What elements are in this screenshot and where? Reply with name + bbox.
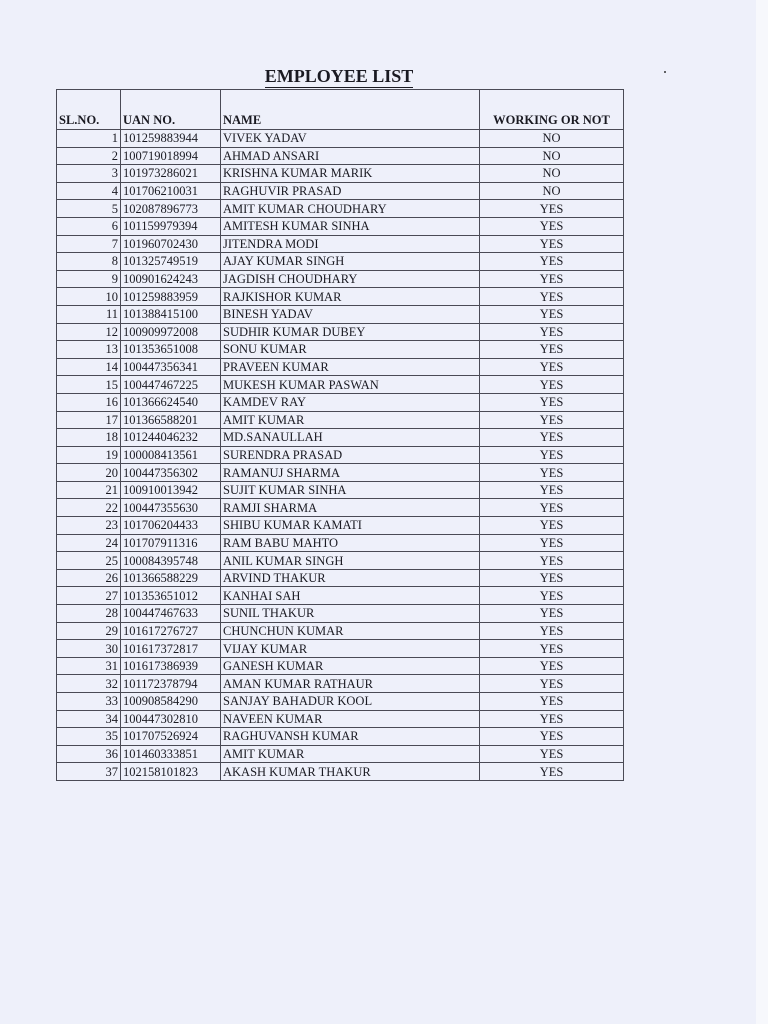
table-row — [57, 182, 624, 200]
name-cell: RAMJI SHARMA — [221, 499, 480, 517]
name-cell: AMITESH KUMAR SINHA — [221, 217, 480, 235]
status-cell: YES — [480, 341, 624, 359]
header-name: NAME — [221, 90, 480, 130]
uan-cell: 101259883944 — [121, 130, 221, 148]
sl-cell: 34 — [57, 710, 121, 728]
sl-cell: 26 — [57, 569, 121, 587]
status-cell: YES — [480, 763, 624, 781]
uan-cell: 101617276727 — [121, 622, 221, 640]
table-body — [57, 130, 624, 781]
uan-cell: 101172378794 — [121, 675, 221, 693]
sl-cell: 4 — [57, 182, 121, 200]
status-cell: YES — [480, 376, 624, 394]
name-cell: AJAY KUMAR SINGH — [221, 253, 480, 271]
uan-cell: 101707526924 — [121, 728, 221, 746]
sl-cell: 5 — [57, 200, 121, 218]
sl-cell: 10 — [57, 288, 121, 306]
table-row — [57, 411, 624, 429]
uan-cell: 102087896773 — [121, 200, 221, 218]
table-row — [57, 341, 624, 359]
table-row — [57, 569, 624, 587]
name-cell: AKASH KUMAR THAKUR — [221, 763, 480, 781]
name-cell: KRISHNA KUMAR MARIK — [221, 165, 480, 183]
table-row — [57, 587, 624, 605]
sl-cell: 3 — [57, 165, 121, 183]
name-cell: SANJAY BAHADUR KOOL — [221, 693, 480, 711]
uan-cell: 101353651008 — [121, 341, 221, 359]
table-row — [57, 640, 624, 658]
name-cell: JAGDISH CHOUDHARY — [221, 270, 480, 288]
name-cell: SURENDRA PRASAD — [221, 446, 480, 464]
document-title-text: EMPLOYEE LIST — [264, 66, 414, 86]
sl-cell: 7 — [57, 235, 121, 253]
name-cell: RAJKISHOR KUMAR — [221, 288, 480, 306]
status-cell: NO — [480, 147, 624, 165]
table-row — [57, 675, 624, 693]
table-row — [57, 253, 624, 271]
name-cell: VIVEK YADAV — [221, 130, 480, 148]
status-cell: YES — [480, 358, 624, 376]
sl-cell: 31 — [57, 657, 121, 675]
name-cell: AMIT KUMAR — [221, 411, 480, 429]
table-row — [57, 358, 624, 376]
table-row — [57, 217, 624, 235]
uan-cell: 101617386939 — [121, 657, 221, 675]
status-cell: YES — [480, 710, 624, 728]
uan-cell: 101388415100 — [121, 305, 221, 323]
status-cell: YES — [480, 393, 624, 411]
uan-cell: 101259883959 — [121, 288, 221, 306]
sl-cell: 27 — [57, 587, 121, 605]
header-uan-no: UAN NO. — [121, 90, 221, 130]
name-cell: RAM BABU MAHTO — [221, 534, 480, 552]
sl-cell: 9 — [57, 270, 121, 288]
document-title — [253, 66, 425, 87]
sl-cell: 6 — [57, 217, 121, 235]
name-cell: PRAVEEN KUMAR — [221, 358, 480, 376]
status-cell: YES — [480, 411, 624, 429]
table-row — [57, 605, 624, 623]
table-row — [57, 693, 624, 711]
status-cell: YES — [480, 640, 624, 658]
uan-cell: 100719018994 — [121, 147, 221, 165]
sl-cell: 17 — [57, 411, 121, 429]
name-cell: RAMANUJ SHARMA — [221, 464, 480, 482]
status-cell: NO — [480, 182, 624, 200]
uan-cell: 100910013942 — [121, 481, 221, 499]
uan-cell: 101707911316 — [121, 534, 221, 552]
sl-cell: 12 — [57, 323, 121, 341]
status-cell: YES — [480, 464, 624, 482]
status-cell: YES — [480, 288, 624, 306]
name-cell: AMIT KUMAR — [221, 745, 480, 763]
name-cell: JITENDRA MODI — [221, 235, 480, 253]
table-row — [57, 147, 624, 165]
name-cell: KANHAI SAH — [221, 587, 480, 605]
uan-cell: 101960702430 — [121, 235, 221, 253]
uan-cell: 101617372817 — [121, 640, 221, 658]
table-row — [57, 464, 624, 482]
uan-cell: 100447356341 — [121, 358, 221, 376]
name-cell: RAGHUVANSH KUMAR — [221, 728, 480, 746]
table-row — [57, 481, 624, 499]
sl-cell: 19 — [57, 446, 121, 464]
sl-cell: 2 — [57, 147, 121, 165]
status-cell: YES — [480, 675, 624, 693]
table-header-row — [57, 90, 624, 130]
name-cell: ARVIND THAKUR — [221, 569, 480, 587]
table-row — [57, 534, 624, 552]
status-cell: YES — [480, 517, 624, 535]
table-row — [57, 657, 624, 675]
name-cell: MUKESH KUMAR PASWAN — [221, 376, 480, 394]
sl-cell: 21 — [57, 481, 121, 499]
sl-cell: 24 — [57, 534, 121, 552]
table-row — [57, 552, 624, 570]
uan-cell: 100908584290 — [121, 693, 221, 711]
sl-cell: 25 — [57, 552, 121, 570]
name-cell: BINESH YADAV — [221, 305, 480, 323]
sl-cell: 28 — [57, 605, 121, 623]
name-cell: AMAN KUMAR RATHAUR — [221, 675, 480, 693]
status-cell: YES — [480, 569, 624, 587]
sl-cell: 11 — [57, 305, 121, 323]
status-cell: NO — [480, 130, 624, 148]
table-row — [57, 745, 624, 763]
name-cell: AMIT KUMAR CHOUDHARY — [221, 200, 480, 218]
uan-cell: 101460333851 — [121, 745, 221, 763]
name-cell: SUNIL THAKUR — [221, 605, 480, 623]
status-cell: YES — [480, 657, 624, 675]
uan-cell: 101366588229 — [121, 569, 221, 587]
name-cell: SUJIT KUMAR SINHA — [221, 481, 480, 499]
status-cell: YES — [480, 622, 624, 640]
uan-cell: 101353651012 — [121, 587, 221, 605]
sl-cell: 1 — [57, 130, 121, 148]
uan-cell: 100084395748 — [121, 552, 221, 570]
sl-cell: 20 — [57, 464, 121, 482]
header-sl-no: SL.NO. — [57, 90, 121, 130]
table-row — [57, 429, 624, 447]
sl-cell: 8 — [57, 253, 121, 271]
sl-cell: 14 — [57, 358, 121, 376]
table-row — [57, 235, 624, 253]
table-row — [57, 710, 624, 728]
name-cell: ANIL KUMAR SINGH — [221, 552, 480, 570]
sl-cell: 23 — [57, 517, 121, 535]
table-row — [57, 622, 624, 640]
status-cell: YES — [480, 429, 624, 447]
uan-cell: 101159979394 — [121, 217, 221, 235]
status-cell: YES — [480, 217, 624, 235]
table-row — [57, 288, 624, 306]
uan-cell: 100447356302 — [121, 464, 221, 482]
name-cell: SHIBU KUMAR KAMATI — [221, 517, 480, 535]
status-cell: YES — [480, 481, 624, 499]
uan-cell: 101366624540 — [121, 393, 221, 411]
name-cell: CHUNCHUN KUMAR — [221, 622, 480, 640]
uan-cell: 101973286021 — [121, 165, 221, 183]
status-cell: YES — [480, 534, 624, 552]
name-cell: SUDHIR KUMAR DUBEY — [221, 323, 480, 341]
table-row — [57, 728, 624, 746]
table-row — [57, 270, 624, 288]
status-cell: YES — [480, 270, 624, 288]
status-cell: YES — [480, 446, 624, 464]
sl-cell: 16 — [57, 393, 121, 411]
page-edge — [756, 0, 768, 1024]
sl-cell: 13 — [57, 341, 121, 359]
name-cell: KAMDEV RAY — [221, 393, 480, 411]
status-cell: NO — [480, 165, 624, 183]
uan-cell: 100008413561 — [121, 446, 221, 464]
status-cell: YES — [480, 587, 624, 605]
table-row — [57, 376, 624, 394]
status-cell: YES — [480, 693, 624, 711]
name-cell: AHMAD ANSARI — [221, 147, 480, 165]
table-row — [57, 200, 624, 218]
uan-cell: 100447302810 — [121, 710, 221, 728]
uan-cell: 101244046232 — [121, 429, 221, 447]
sl-cell: 29 — [57, 622, 121, 640]
uan-cell: 100447467633 — [121, 605, 221, 623]
uan-cell: 101366588201 — [121, 411, 221, 429]
table-row — [57, 323, 624, 341]
table-row — [57, 446, 624, 464]
sl-cell: 22 — [57, 499, 121, 517]
uan-cell: 100447467225 — [121, 376, 221, 394]
uan-cell: 101706204433 — [121, 517, 221, 535]
uan-cell: 100909972008 — [121, 323, 221, 341]
name-cell: RAGHUVIR PRASAD — [221, 182, 480, 200]
status-cell: YES — [480, 745, 624, 763]
employee-table — [56, 89, 624, 781]
sl-cell: 30 — [57, 640, 121, 658]
sl-cell: 18 — [57, 429, 121, 447]
table-row — [57, 130, 624, 148]
status-cell: YES — [480, 235, 624, 253]
status-cell: YES — [480, 200, 624, 218]
table-row — [57, 499, 624, 517]
name-cell: MD.SANAULLAH — [221, 429, 480, 447]
sl-cell: 32 — [57, 675, 121, 693]
status-cell: YES — [480, 253, 624, 271]
sl-cell: 36 — [57, 745, 121, 763]
header-working-status: WORKING OR NOT — [480, 90, 624, 130]
sl-cell: 33 — [57, 693, 121, 711]
status-cell: YES — [480, 305, 624, 323]
name-cell: SONU KUMAR — [221, 341, 480, 359]
name-cell: GANESH KUMAR — [221, 657, 480, 675]
paper-speck — [664, 71, 666, 73]
table-row — [57, 305, 624, 323]
status-cell: YES — [480, 552, 624, 570]
sl-cell: 37 — [57, 763, 121, 781]
table-row — [57, 763, 624, 781]
table-row — [57, 517, 624, 535]
sl-cell: 15 — [57, 376, 121, 394]
uan-cell: 102158101823 — [121, 763, 221, 781]
uan-cell: 100901624243 — [121, 270, 221, 288]
uan-cell: 100447355630 — [121, 499, 221, 517]
name-cell: VIJAY KUMAR — [221, 640, 480, 658]
uan-cell: 101706210031 — [121, 182, 221, 200]
status-cell: YES — [480, 499, 624, 517]
table-row — [57, 165, 624, 183]
table-row — [57, 393, 624, 411]
name-cell: NAVEEN KUMAR — [221, 710, 480, 728]
status-cell: YES — [480, 605, 624, 623]
status-cell: YES — [480, 323, 624, 341]
sl-cell: 35 — [57, 728, 121, 746]
status-cell: YES — [480, 728, 624, 746]
uan-cell: 101325749519 — [121, 253, 221, 271]
